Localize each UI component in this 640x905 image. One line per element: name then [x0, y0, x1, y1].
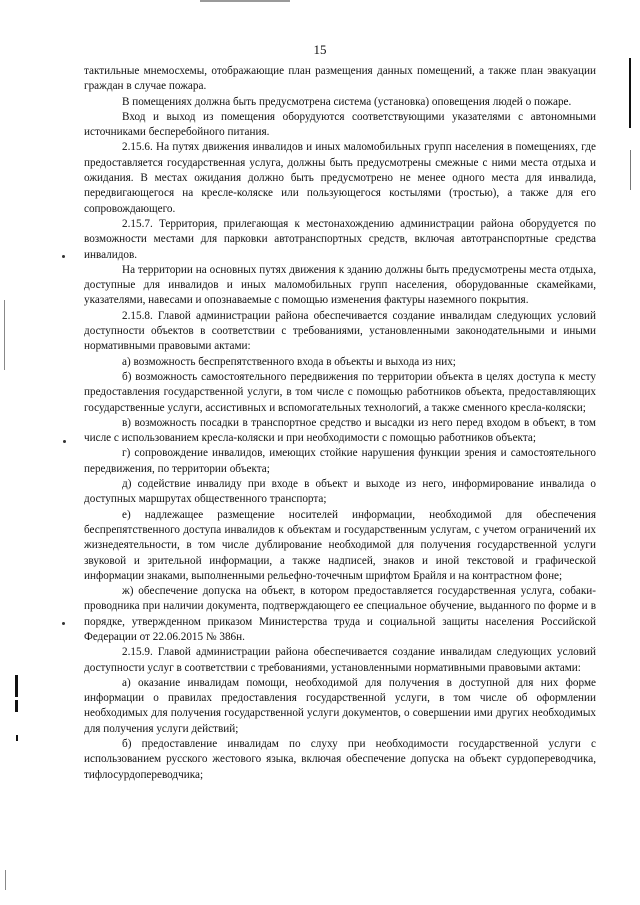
list-item-g: г) сопровождение инвалидов, имеющих стойкие нарушения функции зрения и самостоятельного передвижения, по территории объекта; — [84, 447, 596, 475]
list-item-b: б) возможность самостоятельного передвижения по территории объекта в целях доступа к месту предоставления государственной услуги, в том числе с помощью работников объекта, предоставляющих государственные услуги, ассистивных и вспомогательных технологий, а также сменного кресла-коляски; — [84, 370, 596, 414]
scan-mark-right-bottom — [630, 150, 631, 190]
scan-dot-left-2 — [63, 440, 66, 443]
document-body — [84, 64, 596, 783]
list-item-a: а) возможность беспрепятственного входа в объекты и выхода из них; — [122, 355, 456, 368]
paragraph-rest-places: На территории на основных путях движения к зданию должны быть предусмотрены места отдыха, доступные для инвалидов и иных маломобильных групп населения, оборудованные скамейками, указателями, навесами и опознаваемые с помощью изменения фактуры наземного покрытия. — [84, 263, 596, 307]
paragraph-tactile-schemes: тактильные мнемосхемы, отображающие план размещения данных помещений, а также план эвакуации граждан в случае пожара. — [84, 65, 596, 93]
paragraph-2-15-7: 2.15.7. Территория, прилегающая к местонахождению администрации района оборудуется по возможности местами для парковки автотранспортных средств, включая автотранспортные средства инвалидов. — [84, 217, 596, 261]
scan-mark-left-1 — [15, 675, 18, 697]
list-item-a-2: а) оказание инвалидам помощи, необходимой для получения в доступной для них форме информации о правилах предоставления государственной услуги, в том числе об оформлении необходимых для получения государственной услуги документов, о совершении ими других необходимых для получения услуги действий; — [84, 676, 596, 735]
scan-dot-left-3 — [62, 622, 65, 625]
scan-mark-left-3 — [16, 735, 18, 741]
scan-edge-line — [200, 0, 290, 2]
list-item-e: е) надлежащее размещение носителей информации, необходимой для обеспечения беспрепятственного доступа инвалидов к объектам и государственным услугам, с учетом ограничений их жизнедеятельности, в том числе дублирование необходимой для получения государственной услуги звуковой и зрительной информации, а также надписей, знаков и иной текстовой и графической информации знаками, выполненными рельефно-точечным шрифтом Брайля и на контрастном фоне; — [84, 508, 596, 582]
page-number: 15 — [313, 42, 327, 57]
list-item-zh: ж) обеспечение допуска на объект, в котором предоставляется государственная услуга, собаки-проводника при наличии документа, подтверждающего ее специальное обучение, выданного по форме и в порядке, утвержденном приказом Министерства труда и социальной защиты населения Российской Федерации от 22.06.2015 № 386н. — [84, 585, 596, 643]
list-item-v: в) возможность посадки в транспортное средство и высадки из него перед входом в объект, в том числе с использованием кресла-коляски и при необходимости с помощью работников объекта; — [84, 416, 596, 445]
scan-dot-left-1 — [62, 255, 65, 258]
paragraph-2-15-9: 2.15.9. Главой администрации района обеспечивается создание инвалидам следующих условий доступности услуг в соответствии с требованиями, установленными нормативными правовыми актами: — [84, 646, 596, 674]
scan-mark-right-top — [629, 58, 631, 128]
list-item-d: д) содействие инвалиду при входе в объект и выходе из него, информирование инвалида о доступных маршрутах общественного транспорта; — [84, 478, 596, 506]
list-item-b-2: б) предоставление инвалидам по слуху при необходимости государственной услуги с использованием русского жестового языка, включая обеспечение допуска на объект сурдопереводчика, тифлосурдопереводчика; — [84, 738, 596, 781]
scan-mark-left-5 — [5, 870, 6, 890]
scan-mark-left-4 — [4, 300, 5, 370]
paragraph-2-15-8: 2.15.8. Главой администрации района обеспечивается создание инвалидам следующих условий доступности объектов в соответствии с требованиями, установленными законодательными и иными нормативными правовыми актами: — [84, 309, 596, 353]
paragraph-entry-exit-signs: Вход и выход из помещения оборудуются соответствующими указателями с автономными источниками бесперебойного питания. — [84, 110, 596, 139]
paragraph-fire-alert: В помещениях должна быть предусмотрена система (установка) оповещения людей о пожаре. — [122, 95, 572, 108]
scan-mark-left-2 — [15, 700, 18, 712]
paragraph-2-15-6: 2.15.6. На путях движения инвалидов и иных маломобильных групп населения в помещениях, где предоставляется государственная услуга, должны быть предусмотрены смежные с ними места отдыха и ожидания. В местах ожидания должно быть предусмотрено не менее одного места для инвалида, передвигающегося на кресле-коляске или пользующегося костылями (тростью), а также для его сопровождающего. — [84, 141, 596, 215]
